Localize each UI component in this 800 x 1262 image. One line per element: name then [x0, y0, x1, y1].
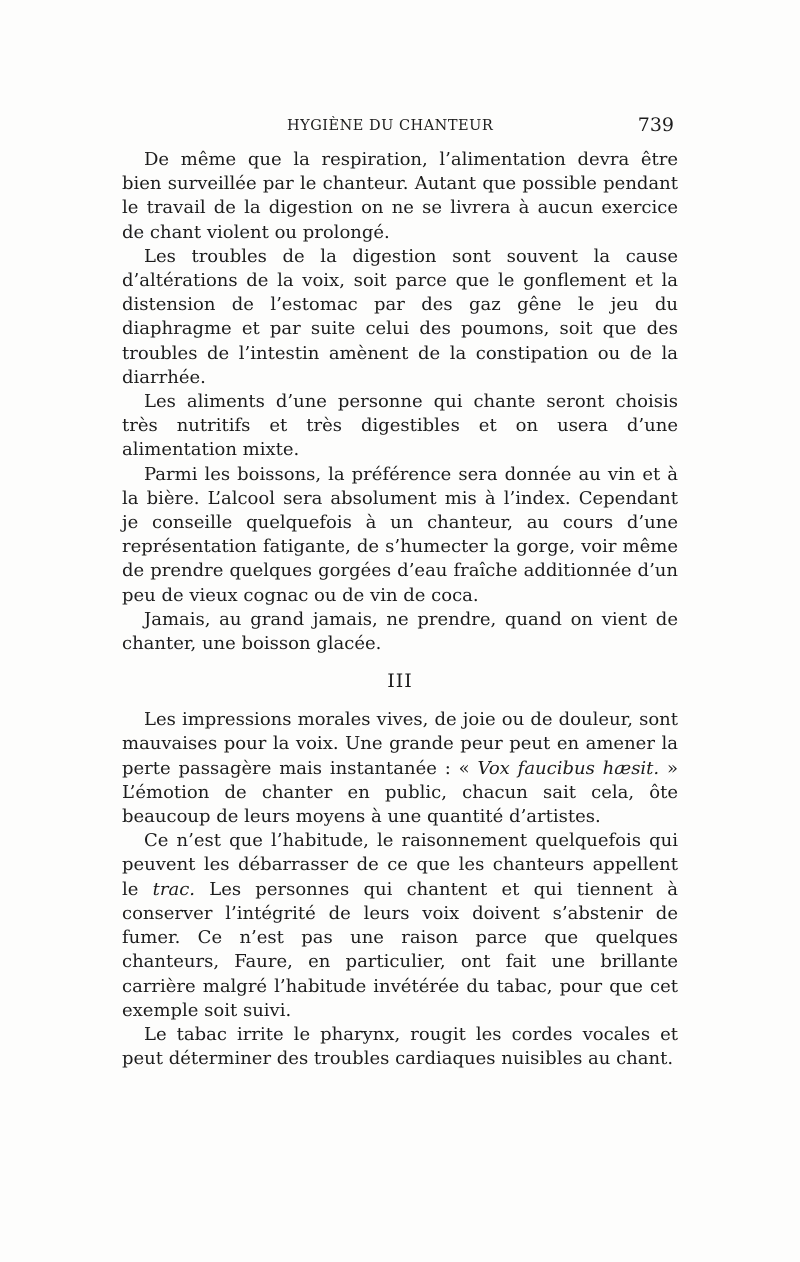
paragraph-impressions-morales	[122, 708, 678, 829]
page-number: 739	[637, 114, 674, 136]
paragraph-boissons: Parmi les boissons, la préférence sera donnée au vin et à la bière. L’alcool sera absolument mis à l’index. Cependant je conseille quelquefois à un chanteur, au cours d’une représentation fatigante, de s’humecter la gorge, voir même de prendre quelques gorgées d’eau fraîche additionnée d’un peu de vieux cognac ou de vin de coca.	[122, 463, 678, 606]
latin-quotation: Vox faucibus hæsit.	[477, 757, 660, 779]
trac-term: trac.	[152, 878, 196, 900]
running-title: HYGIÈNE DU CHANTEUR	[287, 118, 494, 134]
paragraph-digestion: Les troubles de la digestion sont souvent la cause d’altérations de la voix, soit parce que le gonflement et la distension de l’estomac par des gaz gêne le jeu du diaphragme et par suite celui des poumons, soit que des troubles de l’intestin amènent de la constipation ou de la diarrhée.	[122, 245, 678, 388]
text-block	[122, 112, 678, 1071]
running-head	[122, 112, 678, 148]
paragraph-tabac: Le tabac irrite le pharynx, rougit les cordes vocales et peut déterminer des troubles cardiaques nuisibles au chant.	[122, 1023, 678, 1070]
paragraph-alimentation: De même que la respiration, l’alimentation devra être bien surveillée par le chanteur. Autant que possible pendant le travail de la digestion on ne se livrera à aucun exercice de chant violent ou prolongé.	[122, 149, 678, 243]
trac-tail-text: Les personnes qui chantent et qui tiennent à conserver l’intégrité de leurs voix doivent s’abstenir de fumer. Ce n’est pas une raison parce que quelques chanteurs, Faure, en particulier, ont fait une brillante carrière malgré l’habitude invétérée du tabac, pour que cet exemple soit suivi.	[122, 878, 678, 1021]
paragraph-trac	[122, 829, 678, 1023]
paragraph-boisson-glacee: Jamais, au grand jamais, ne prendre, quand on vient de chanter, une boisson glacée.	[122, 608, 678, 655]
section-heading: III	[387, 670, 413, 693]
latin-lead-text: Les impressions morales vives, de joie ou de douleur, sont mauvaises pour la voix. Une grande peur peut en amener la perte passagère mais instantanée : «	[122, 709, 678, 779]
paragraph-aliments: Les aliments d’une personne qui chante seront choisis très nutritifs et très digestibles et on usera d’une alimentation mixte.	[122, 391, 678, 461]
latin-tail-text: » L’émotion de chanter en public, chacun sait cela, ôte beaucoup de leurs moyens à une quantité d’artistes.	[122, 757, 678, 828]
trac-lead-text: Ce n’est que l’habitude, le raisonnement quelquefois qui peuvent les débarrasser de ce que les chanteurs appellent le	[122, 830, 678, 900]
